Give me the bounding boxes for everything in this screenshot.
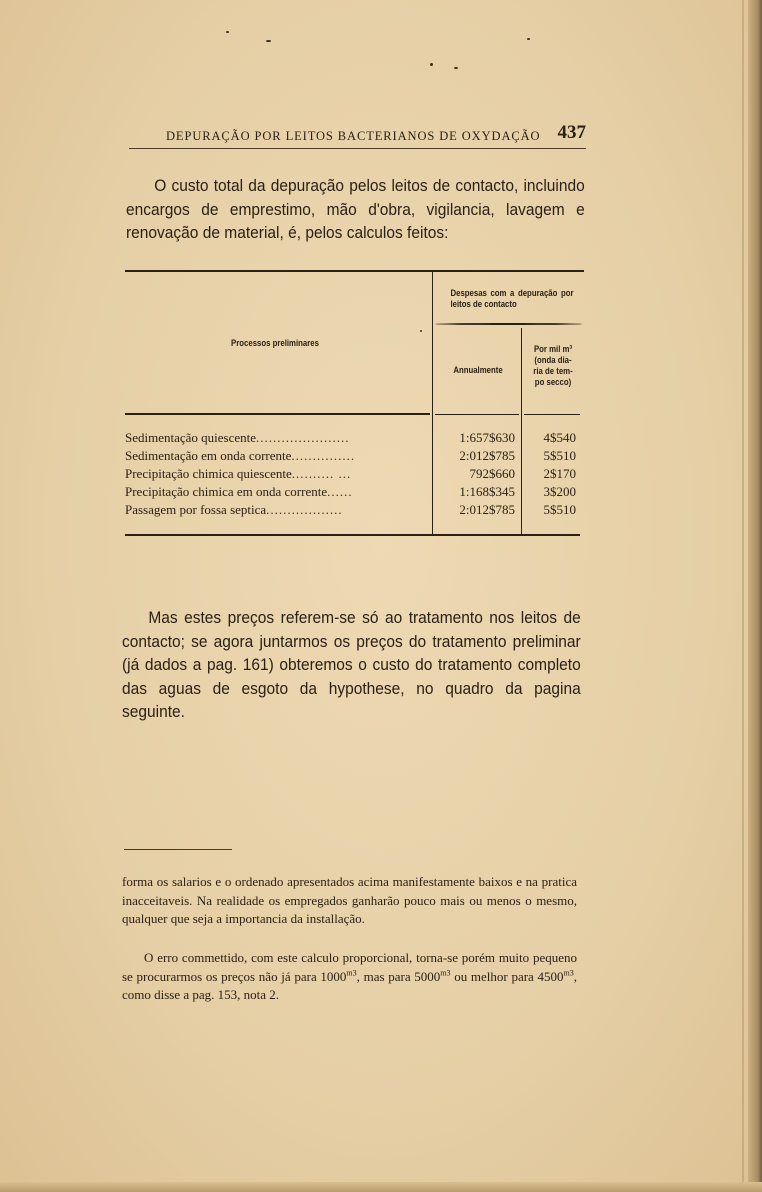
table-row	[125, 466, 584, 484]
footnote-paragraph: forma os salarios e o ordenado apresentados acima manifestamente baixos e na pratica inacceitaveis. Na realidade os empregados ganharão pouco mais ou menos o mesmo, qualquer que seja a importancia da installação.	[122, 874, 577, 926]
annual-cost: 2:012$785	[459, 448, 515, 463]
per-m3-cost: 2$170	[543, 466, 576, 481]
leader-dots: ...............	[291, 448, 356, 463]
per-m3-cost: 3$200	[543, 484, 576, 499]
annual-cost: 1:657$630	[459, 430, 515, 445]
per-m3-header-line: Por mil m³	[533, 344, 573, 355]
header-bottom-rule	[125, 413, 430, 415]
cost-table	[125, 268, 584, 538]
per-m3-header-line: ria de tem-	[533, 366, 573, 377]
unit-superscript: m3	[440, 968, 451, 978]
ink-speck	[266, 40, 271, 42]
footnote-text: , como disse a pag. 153, nota 2.	[122, 968, 577, 1002]
process-name: Passagem por fossa septica	[125, 502, 267, 517]
col-group-header: Despesas com a depuração por leitos de contacto	[450, 288, 574, 310]
header-bottom-rule	[524, 414, 580, 415]
table-top-rule	[125, 270, 584, 272]
group-header-rule	[435, 323, 582, 325]
ink-speck	[226, 31, 229, 33]
table-row	[125, 502, 584, 520]
annual-cost: 792$660	[469, 466, 515, 481]
leader-dots: .......... ...	[291, 466, 352, 481]
per-m3-header-line: po secco)	[534, 377, 572, 388]
process-name: Precipitação chimica em onda corrente	[125, 484, 328, 499]
leader-dots: ......................	[256, 430, 350, 445]
table-row	[125, 430, 584, 448]
table-bottom-rule	[125, 534, 580, 536]
per-m3-cost: 4$540	[543, 430, 576, 445]
process-name: Sedimentação em onda corrente	[125, 448, 292, 463]
footnote-text: O erro commettido, com este calculo proporcional, torna-se porém muito pequeno se procurarmos os preços não já para 1000	[122, 950, 577, 984]
footnote-text: , mas para 5000	[356, 968, 441, 984]
col-annual-header: Annualmente	[453, 365, 503, 376]
header-bottom-rule	[435, 414, 519, 415]
per-m3-header-line: (onda dia-	[534, 355, 572, 366]
annual-cost: 1:168$345	[459, 484, 515, 499]
leader-dots: ..................	[266, 502, 343, 517]
running-head-title: DEPURAÇÃO POR LEITOS BACTERIANOS DE OXYDAÇÃO	[166, 129, 541, 143]
ink-speck	[430, 63, 433, 66]
footnote-text: ou melhor para 4500	[450, 968, 564, 984]
per-m3-cost: 5$510	[543, 448, 576, 463]
ink-speck	[527, 38, 530, 40]
leader-dots: ......	[327, 484, 353, 499]
page-edge-bottom	[0, 1182, 762, 1192]
main-paragraph: Mas estes preços referem-se só ao tratamento nos leitos de contacto; se agora juntarmos os preços do tratamento preliminar (já dados a pag. 161) obteremos o custo do tratamento completo das aguas de esgoto da hypothese, no quadro da pagina seguinte.	[122, 609, 581, 721]
table-row	[125, 448, 584, 466]
unit-superscript: m3	[563, 968, 574, 978]
intro-paragraph: O custo total da depuração pelos leitos de contacto, incluindo encargos de emprestimo, mão d'obra, vigilancia, lavagem e renovação de material, é, pelos calculos feitos:	[126, 177, 585, 242]
footnote-rule	[124, 849, 232, 850]
process-name: Sedimentação quiescente	[125, 430, 257, 445]
table-row	[125, 484, 584, 502]
annual-cost: 2:012$785	[459, 502, 515, 517]
page-number: 437	[557, 122, 586, 143]
unit-superscript: m3	[346, 968, 357, 978]
footnote-paragraph	[122, 949, 577, 1005]
per-m3-cost: 5$510	[543, 502, 576, 517]
ink-speck	[454, 67, 458, 69]
running-header	[166, 116, 586, 144]
header-rule	[129, 148, 586, 149]
process-name: Precipitação chimica quiescente	[125, 466, 292, 481]
page-edge-right	[748, 0, 762, 1192]
col-process-header: Processos preliminares	[231, 338, 319, 349]
col-per-m3-header	[523, 344, 583, 388]
page-edge-shadow	[742, 0, 744, 1192]
